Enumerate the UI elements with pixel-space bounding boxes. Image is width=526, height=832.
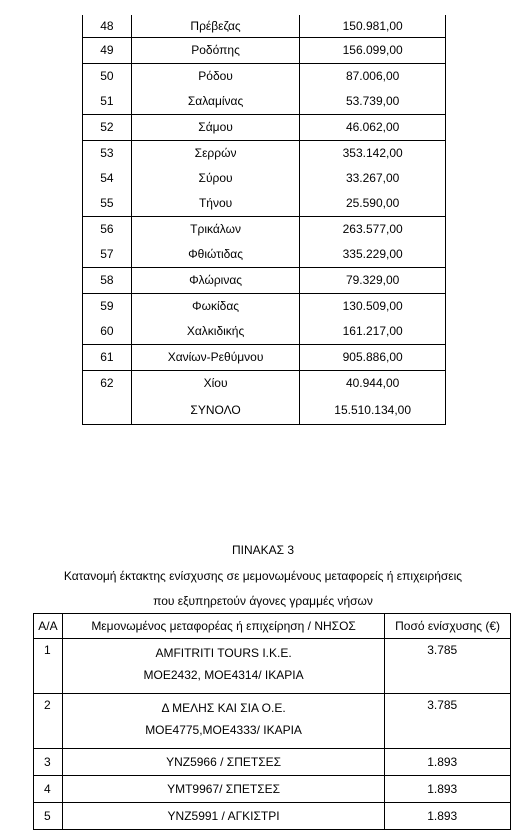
carrier-name: AMFITRITI TOURS I.K.E. — [155, 646, 292, 660]
amount-cell: 905.886,00 — [300, 345, 446, 371]
amount-cell: 33.267,00 — [300, 166, 446, 191]
region-name: Τήνου — [131, 191, 299, 217]
amount-cell: 1.893 — [385, 776, 511, 803]
table-row — [83, 38, 446, 64]
amount-cell: 1.893 — [385, 749, 511, 776]
table-row — [83, 268, 446, 294]
table3-subtitle-line2: που εξυπηρετούν άγονες γραμμές νήσων — [153, 594, 373, 608]
total-label: ΣΥΝΟΛΟ — [131, 396, 299, 425]
region-name: Σύρου — [131, 166, 299, 191]
amount-cell: 335.229,00 — [300, 242, 446, 268]
row-number: 61 — [83, 345, 132, 371]
carrier-vessels-island: MOE2432, MOE4314/ ΙΚΑΡΙΑ — [143, 668, 304, 682]
row-number: 3 — [34, 749, 63, 776]
row-number: 50 — [83, 64, 132, 90]
carrier-name: ΥΝΖ5991 / ΑΓΚΙΣΤΡΙ — [167, 809, 280, 823]
amount-cell: 40.944,00 — [300, 371, 446, 397]
row-number: 57 — [83, 242, 132, 268]
table-row — [83, 64, 446, 90]
amount-cell: 263.577,00 — [300, 217, 446, 243]
row-number: 62 — [83, 371, 132, 397]
table-row — [34, 776, 511, 803]
total-amount: 15.510.134,00 — [300, 396, 446, 425]
region-name: Τρικάλων — [131, 217, 299, 243]
carrier-vessels-island: ΜΟΕ4775,ΜΟΕ4333/ ΙΚΑΡΙΑ — [145, 723, 302, 737]
row-number: 54 — [83, 166, 132, 191]
amount-cell: 130.509,00 — [300, 294, 446, 320]
region-name: Φωκίδας — [131, 294, 299, 320]
amount-cell: 79.329,00 — [300, 268, 446, 294]
row-number: 5 — [34, 803, 63, 830]
table-row — [83, 294, 446, 320]
row-number: 52 — [83, 115, 132, 141]
table-row — [34, 694, 511, 749]
total-row — [83, 396, 446, 425]
table-row — [83, 319, 446, 345]
amount-cell: 1.893 — [385, 803, 511, 830]
table-row — [34, 639, 511, 694]
amount-cell: 156.099,00 — [300, 38, 446, 64]
table-row — [83, 166, 446, 191]
region-name: Φλώρινας — [131, 268, 299, 294]
carrier-name: ΥΝΖ5966 / ΣΠΕΤΣΕΣ — [166, 755, 282, 769]
row-number: 48 — [83, 15, 132, 38]
carrier-cell — [62, 639, 384, 694]
table-row — [34, 749, 511, 776]
row-number: 58 — [83, 268, 132, 294]
amount-cell: 46.062,00 — [300, 115, 446, 141]
carrier-cell — [62, 694, 384, 749]
row-number: 56 — [83, 217, 132, 243]
table-row — [83, 371, 446, 397]
amount-cell: 161.217,00 — [300, 319, 446, 345]
header-amount: Ποσό ενίσχυσης (€) — [385, 614, 511, 639]
row-number: 51 — [83, 89, 132, 115]
region-name: Πρέβεζας — [131, 15, 299, 38]
table-row — [83, 217, 446, 243]
amount-cell: 150.981,00 — [300, 15, 446, 38]
table-row — [83, 89, 446, 115]
amount-cell: 87.006,00 — [300, 64, 446, 90]
table-row — [83, 191, 446, 217]
header-aa: Α/Α — [34, 614, 63, 639]
table-row — [83, 115, 446, 141]
region-name: Χανίων-Ρεθύμνου — [131, 345, 299, 371]
region-name: Χαλκιδικής — [131, 319, 299, 345]
header-carrier: Μεμονωμένος μεταφορέας ή επιχείρηση / ΝΗΣΟΣ — [62, 614, 384, 639]
region-name: Χίου — [131, 371, 299, 397]
region-name: Σάμου — [131, 115, 299, 141]
allocation-table-continued — [82, 15, 446, 425]
carrier-cell — [62, 776, 384, 803]
table-row — [83, 345, 446, 371]
amount-cell: 353.142,00 — [300, 141, 446, 167]
carrier-cell — [62, 749, 384, 776]
row-number: 49 — [83, 38, 132, 64]
carrier-name: ΥΜΤ9967/ ΣΠΕΤΣΕΣ — [167, 782, 281, 796]
region-name: Ροδόπης — [131, 38, 299, 64]
row-number: 60 — [83, 319, 132, 345]
row-number: 55 — [83, 191, 132, 217]
amount-cell: 53.739,00 — [300, 89, 446, 115]
region-name: Σαλαμίνας — [131, 89, 299, 115]
table-row — [34, 803, 511, 830]
region-name: Σερρών — [131, 141, 299, 167]
table-row — [83, 15, 446, 38]
amount-cell: 25.590,00 — [300, 191, 446, 217]
total-empty — [83, 396, 132, 425]
row-number: 59 — [83, 294, 132, 320]
amount-cell: 3.785 — [385, 694, 511, 749]
table-row — [83, 141, 446, 167]
table3-header-row — [34, 614, 511, 639]
row-number: 1 — [34, 639, 63, 694]
row-number: 53 — [83, 141, 132, 167]
table3-subtitle-line1: Κατανομή έκτακτης ενίσχυσης σε μεμονωμένους μεταφορείς ή επιχειρήσεις — [63, 569, 463, 583]
region-name: Φθιώτιδας — [131, 242, 299, 268]
table-row — [83, 242, 446, 268]
row-number: 4 — [34, 776, 63, 803]
table3 — [33, 613, 511, 830]
amount-cell: 3.785 — [385, 639, 511, 694]
row-number: 2 — [34, 694, 63, 749]
region-name: Ρόδου — [131, 64, 299, 90]
carrier-cell — [62, 803, 384, 830]
carrier-name: Δ ΜΕΛΗΣ ΚΑΙ ΣΙΑ Ο.Ε. — [161, 701, 286, 715]
table3-title: ΠΙΝΑΚΑΣ 3 — [231, 543, 295, 557]
